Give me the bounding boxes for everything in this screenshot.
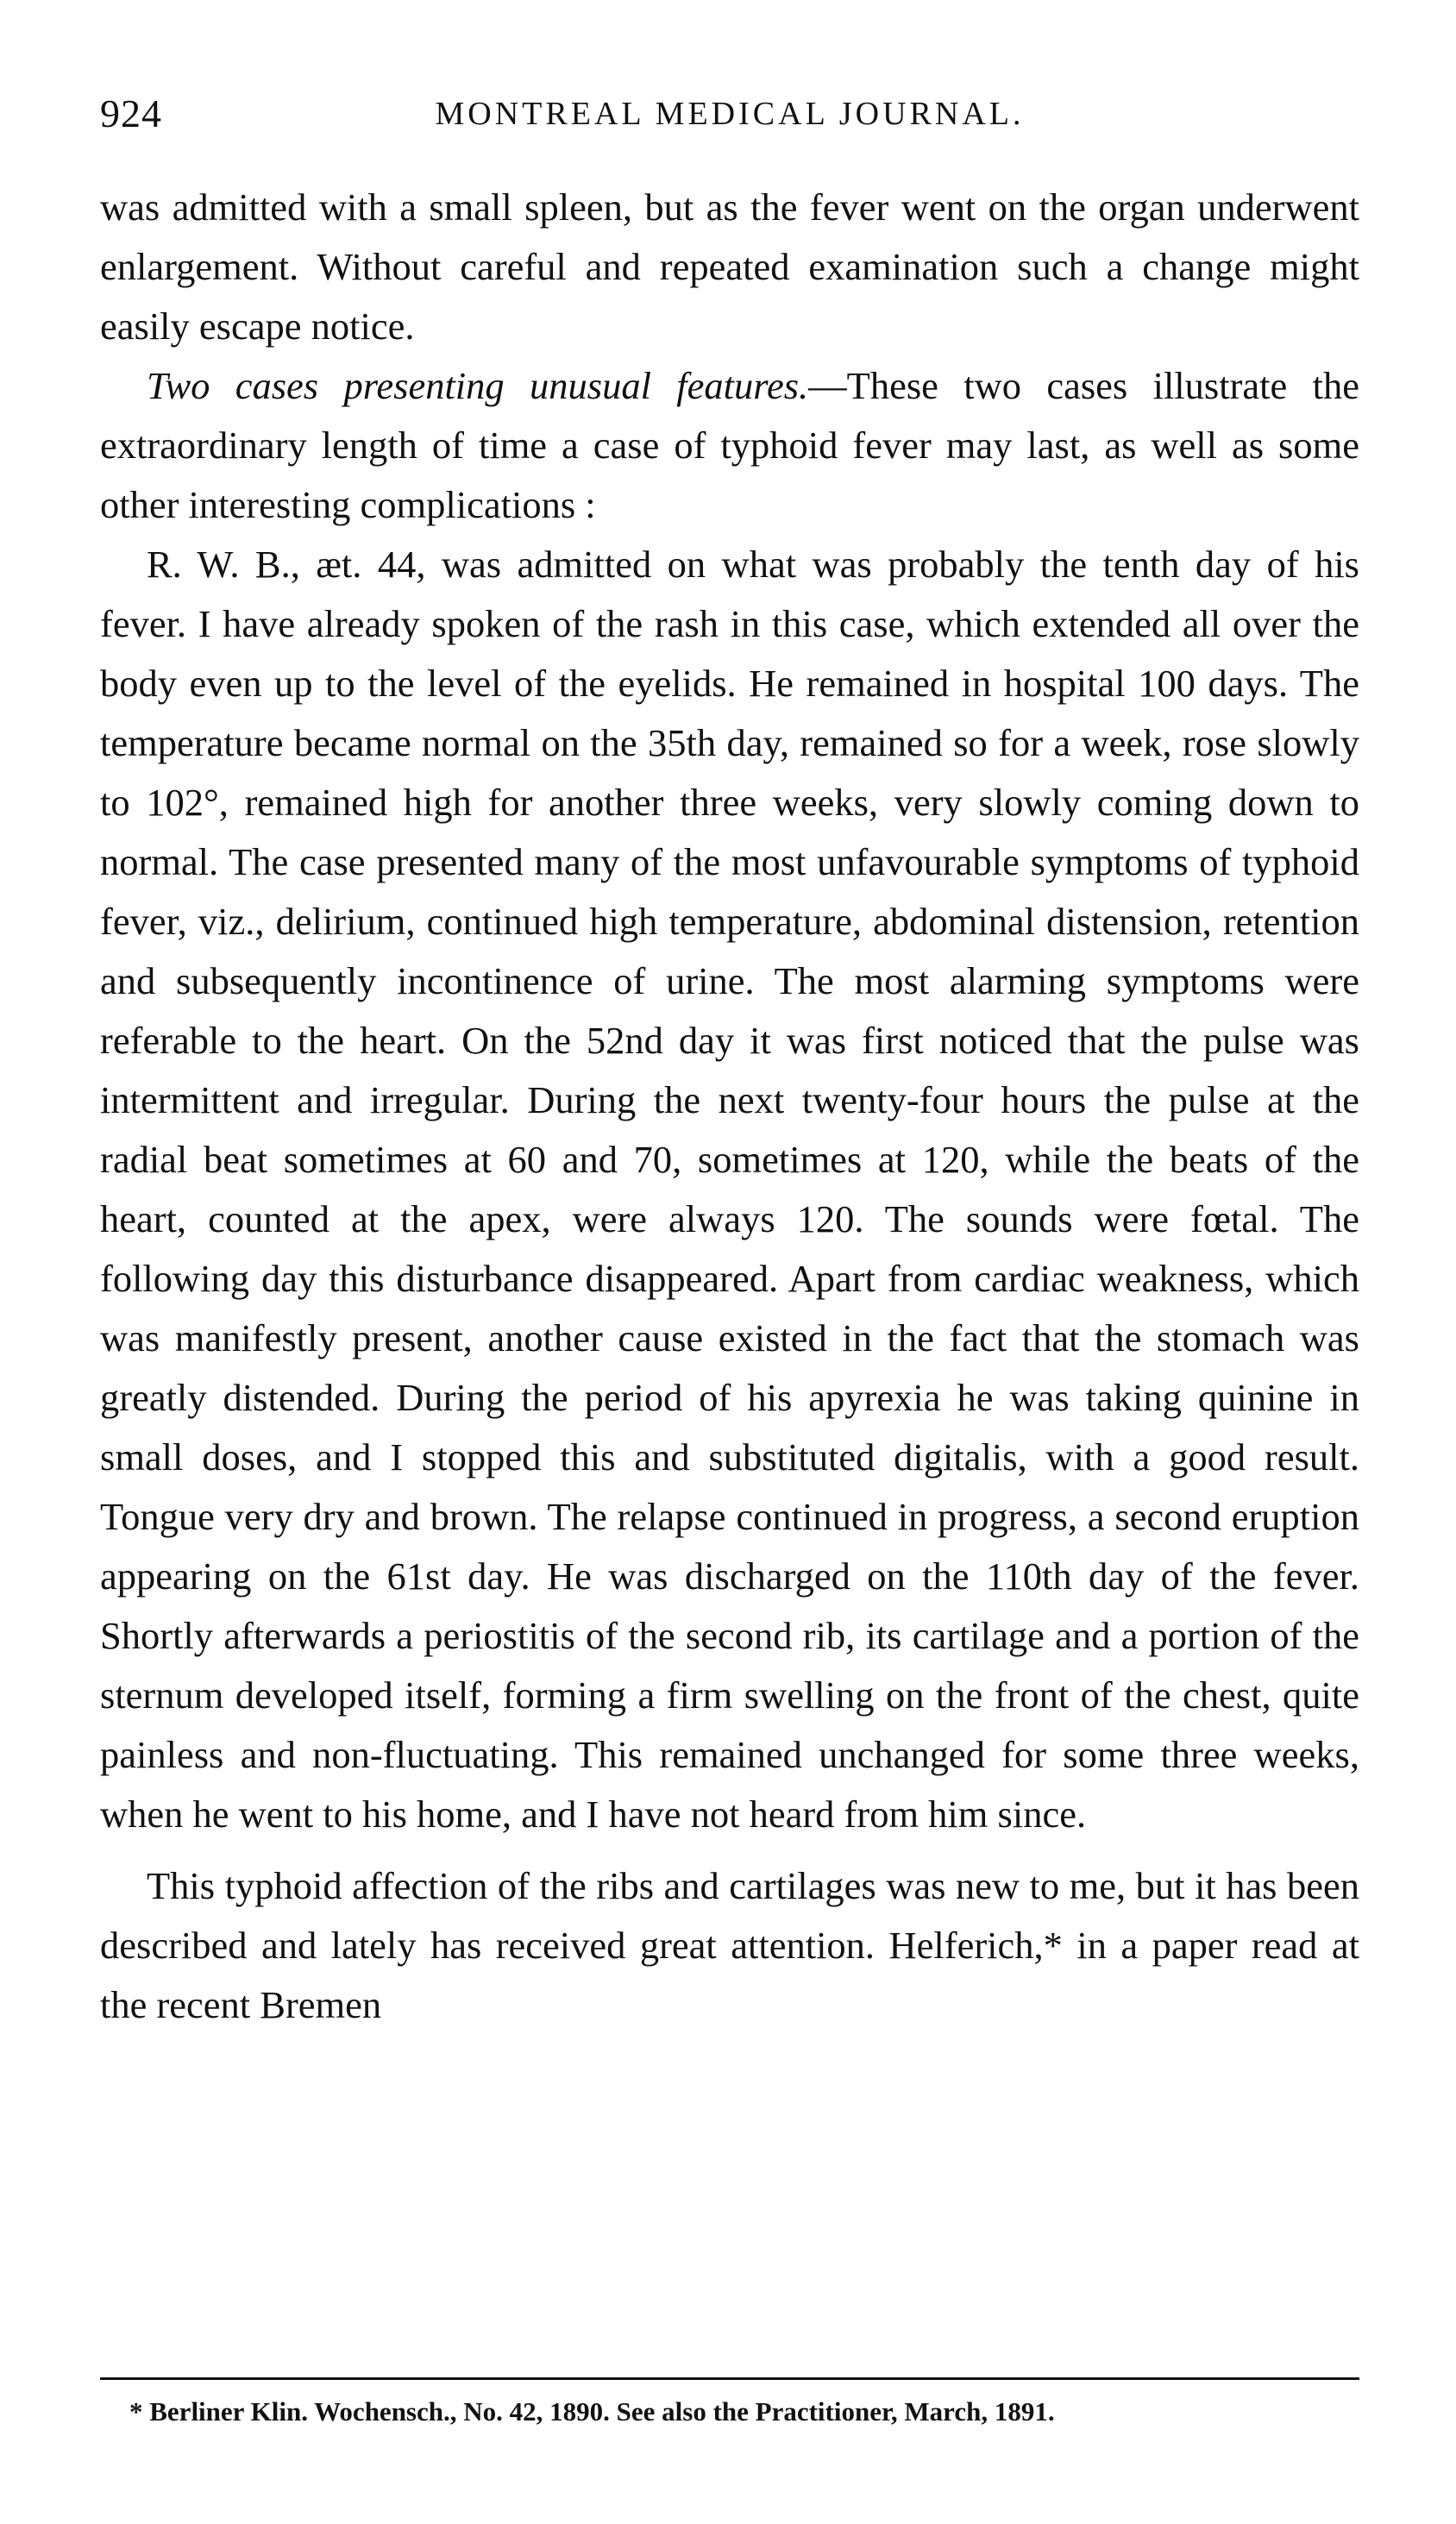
paragraph-case-report: R. W. B., æt. 44, was admitted on what was probably the tenth day of his fever. I have already spoken of the rash in this case, which extended all over the body even up to the level of the eyelids. He remained in hospital 100 days. The temperature became normal on the 35th day, remained so for a week, rose slowly to 102°, remained high for another three weeks, very slowly coming down to normal. The case presented many of the most unfavourable symptoms of typhoid fever, viz., delirium, continued high temperature, abdominal distension, retention and subsequently incontinence of urine. The most alarming symptoms were referable to the heart. On the 52nd day it was first noticed that the pulse was intermittent and irregular. During the next twenty-four hours the pulse at the radial beat sometimes at 60 and 70, sometimes at 120, while the beats of the heart, counted at the apex, were always 120. The sounds were fœtal. The following day this disturbance disappeared. Apart from cardiac weakness, which was manifestly present, another cause existed in the fact that the stomach was greatly distended. During the period of his apyrexia he was taking quinine in small doses, and I stopped this and substituted digitalis, with a good result. Tongue very dry and brown. The relapse continued in progress, a second eruption appearing on the 61st day. He was discharged on the 110th day of the fever. Shortly afterwards a periostitis of the second rib, its cartilage and a portion of the sternum developed itself, forming a firm swelling on the front of the chest, quite painless and non-fluctuating. This remained unchanged for some three weeks, when he went to his home, and I have not heard from him since. <box>100 543 1359 1836</box>
footnote-divider <box>100 2377 1359 2380</box>
paragraph-ribs-cartilages: This typhoid affection of the ribs and cartilages was new to me, but it has been described and lately has received great attention. Helferich,* in a paper read at the recent Bremen <box>100 1864 1359 2026</box>
section-lead-italic: Two cases presenting unusual features. <box>147 364 809 407</box>
paragraph-continuation: was admitted with a small spleen, but as the fever went on the organ underwent enlargement. Without careful and repeated examination such a change might easily escape notice. <box>100 185 1359 348</box>
page-number: 924 <box>100 91 162 135</box>
running-head <box>100 88 1359 140</box>
footnote: * Berliner Klin. Wochensch., No. 42, 1890. See also the Practitioner, March, 1891. <box>129 2396 1055 2427</box>
journal-title: MONTREAL MEDICAL JOURNAL. <box>435 96 1025 132</box>
body-text <box>100 178 1359 2035</box>
paragraph-two-cases <box>100 356 1359 535</box>
paragraph-two-cases-text: —These two cases illustrate the extraordinary length of time a case of typhoid fever may last, as well as some other interesting complications : <box>100 364 1359 526</box>
